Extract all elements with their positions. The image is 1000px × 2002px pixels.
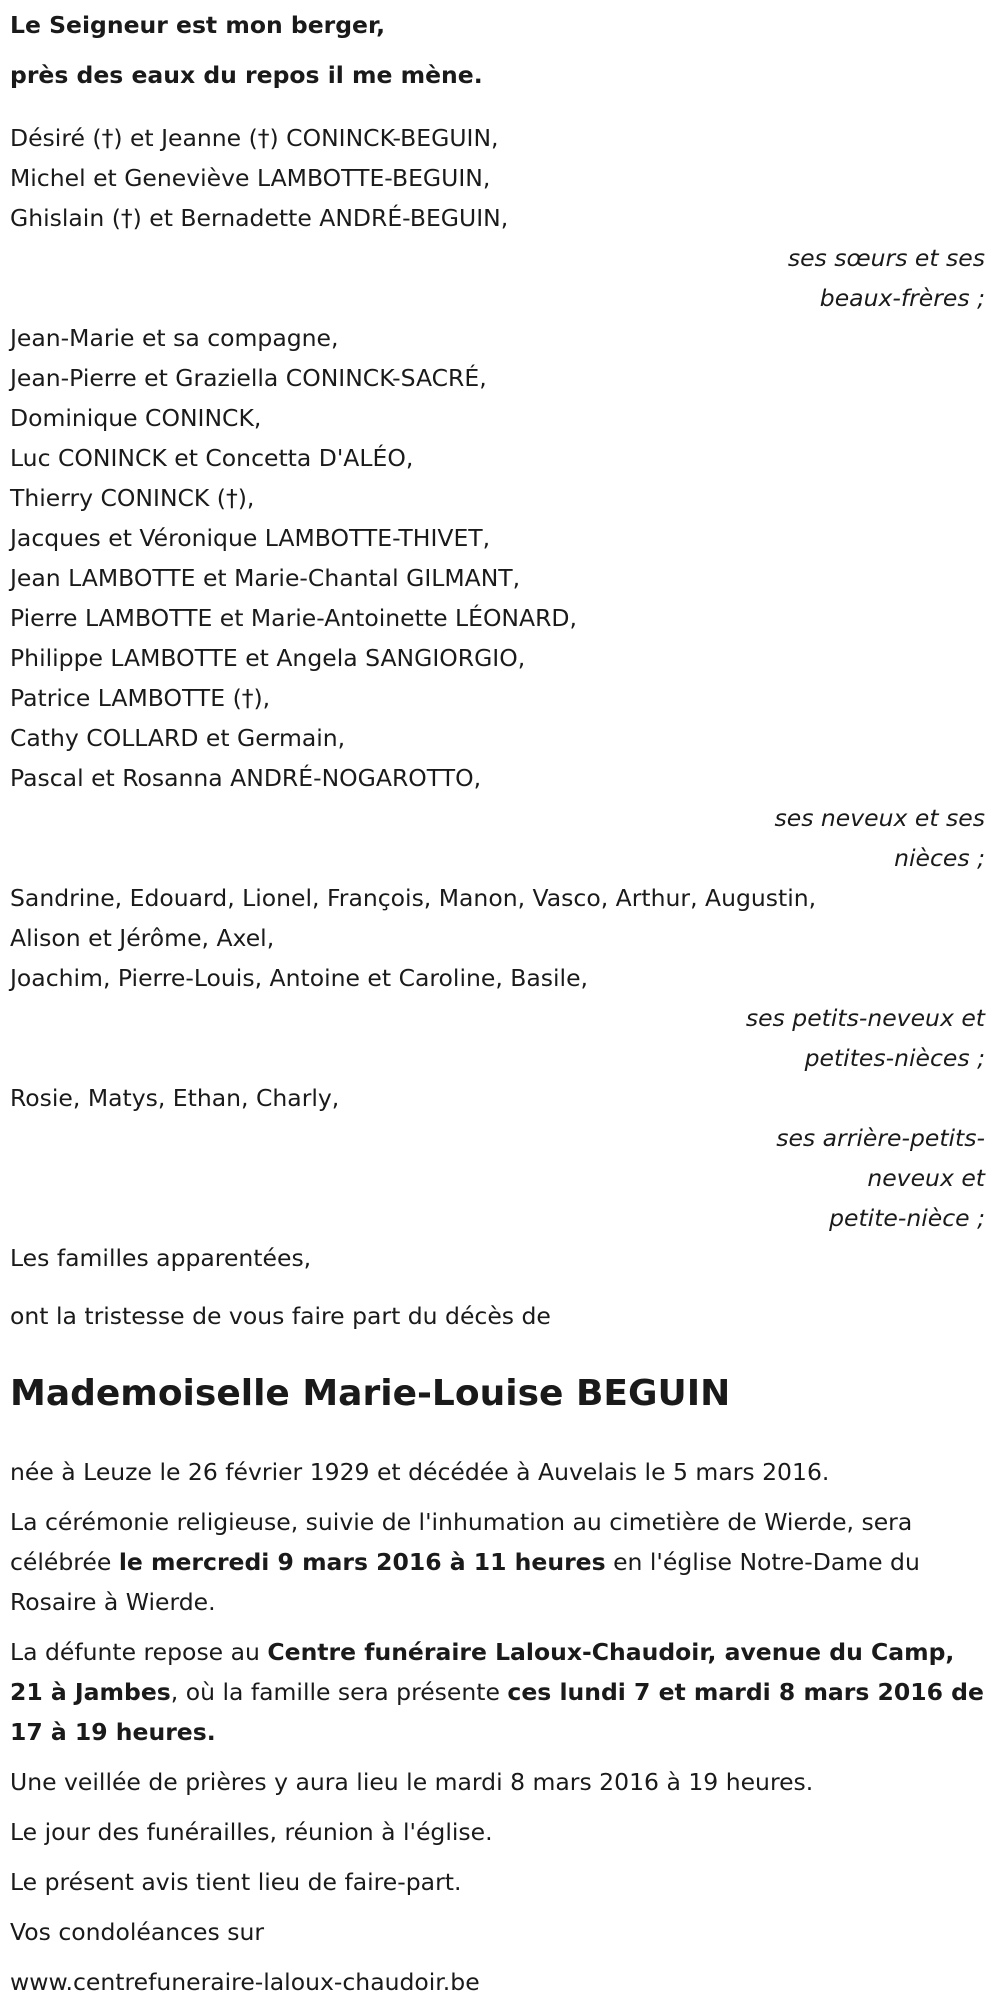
family-line: Désiré (†) et Jeanne (†) CONINCK-BEGUIN, (10, 124, 499, 152)
ceremony-place: en l'église Notre-Dame du Rosaire à Wierde. (10, 1548, 920, 1616)
spacer (10, 100, 995, 118)
family-line: Patrice LAMBOTTE (†), (10, 684, 271, 712)
family-line: Jean-Marie et sa compagne, (10, 324, 339, 352)
spacer (10, 1418, 995, 1452)
family-line: Pascal et Rosanna ANDRÉ-NOGAROTTO, (10, 764, 482, 792)
family-line: Jean LAMBOTTE et Marie-Chantal GILMANT, (10, 564, 521, 592)
relation-label: ses petits-neveux et (745, 1004, 985, 1032)
rest-text: La défunte repose au (10, 1638, 268, 1666)
ceremony-text: La cérémonie religieuse, suivie de l'inhumation au cimetière de Wierde, sera célébrée (10, 1508, 913, 1576)
rest-text-2: , où la famille sera présente (170, 1678, 508, 1706)
family-line: Sandrine, Edouard, Lionel, François, Manon, Vasco, Arthur, Augustin, (10, 884, 817, 912)
related-families: Les familles apparentées, (10, 1244, 312, 1272)
family-line: Thierry CONINCK (†), (10, 484, 255, 512)
epigraph-line-2: près des eaux du repos il me mène. (10, 61, 483, 89)
family-line: Pierre LAMBOTTE et Marie-Antoinette LÉONARD, (10, 604, 577, 632)
relation-label: beaux-frères ; (819, 284, 985, 312)
announcement-text: ont la tristesse de vous faire part du décès de (10, 1302, 551, 1330)
family-line: Alison et Jérôme, Axel, (10, 924, 275, 952)
family-line: Ghislain (†) et Bernadette ANDRÉ-BEGUIN, (10, 204, 509, 232)
great-grand-nephews-block (10, 1078, 995, 1238)
gathering-text: Le jour des funérailles, réunion à l'église. (10, 1818, 493, 1846)
notice-text: Le présent avis tient lieu de faire-part. (10, 1868, 462, 1896)
family-line: Philippe LAMBOTTE et Angela SANGIORGIO, (10, 644, 526, 672)
relation-label: petite-nièce ; (829, 1204, 985, 1232)
spacer (10, 1336, 995, 1370)
visiting-hours: ces lundi 7 et mardi 8 mars 2016 de 17 à 19 heures. (10, 1678, 984, 1746)
relation-label: neveux et (867, 1164, 985, 1192)
ceremony-date: le mercredi 9 mars 2016 à 11 heures (118, 1548, 606, 1576)
relation-label: nièces ; (894, 844, 985, 872)
deceased-name: Mademoiselle Marie-Louise BEGUIN (10, 1373, 731, 1414)
ceremony-paragraph (10, 1502, 995, 1622)
family-line: Luc CONINCK et Concetta D'ALÉO, (10, 444, 414, 472)
family-line: Jacques et Véronique LAMBOTTE-THIVET, (10, 524, 491, 552)
family-line: Dominique CONINCK, (10, 404, 262, 432)
family-line: Michel et Geneviève LAMBOTTE-BEGUIN, (10, 164, 491, 192)
website-link[interactable]: www.centrefuneraire-laloux-chaudoir.be (10, 1968, 480, 1996)
vigil-text: Une veillée de prières y aura lieu le mardi 8 mars 2016 à 19 heures. (10, 1768, 814, 1796)
epigraph-line-1: Le Seigneur est mon berger, (10, 11, 386, 39)
relation-label: ses arrière-petits- (776, 1124, 985, 1152)
family-line: Cathy COLLARD et Germain, (10, 724, 346, 752)
relation-label: ses neveux et ses (774, 804, 985, 832)
family-line: Joachim, Pierre-Louis, Antoine et Caroline, Basile, (10, 964, 589, 992)
relation-label: petites-nièces ; (804, 1044, 985, 1072)
birth-death-text: née à Leuze le 26 février 1929 et décédée à Auvelais le 5 mars 2016. (10, 1458, 830, 1486)
relation-label: ses sœurs et ses (787, 244, 985, 272)
condolences-label: Vos condoléances sur (10, 1918, 265, 1946)
grand-nephews-block (10, 878, 995, 1078)
nephews-block (10, 318, 995, 878)
funeral-center-address: Centre funéraire Laloux-Chaudoir, avenue du Camp, 21 à Jambes (10, 1638, 955, 1706)
family-line: Jean-Pierre et Graziella CONINCK-SACRÉ, (10, 364, 487, 392)
rest-paragraph (10, 1632, 995, 1752)
obituary-content (10, 0, 995, 2002)
siblings-block (10, 118, 995, 318)
family-line: Rosie, Matys, Ethan, Charly, (10, 1084, 340, 1112)
spacer (10, 1278, 995, 1296)
